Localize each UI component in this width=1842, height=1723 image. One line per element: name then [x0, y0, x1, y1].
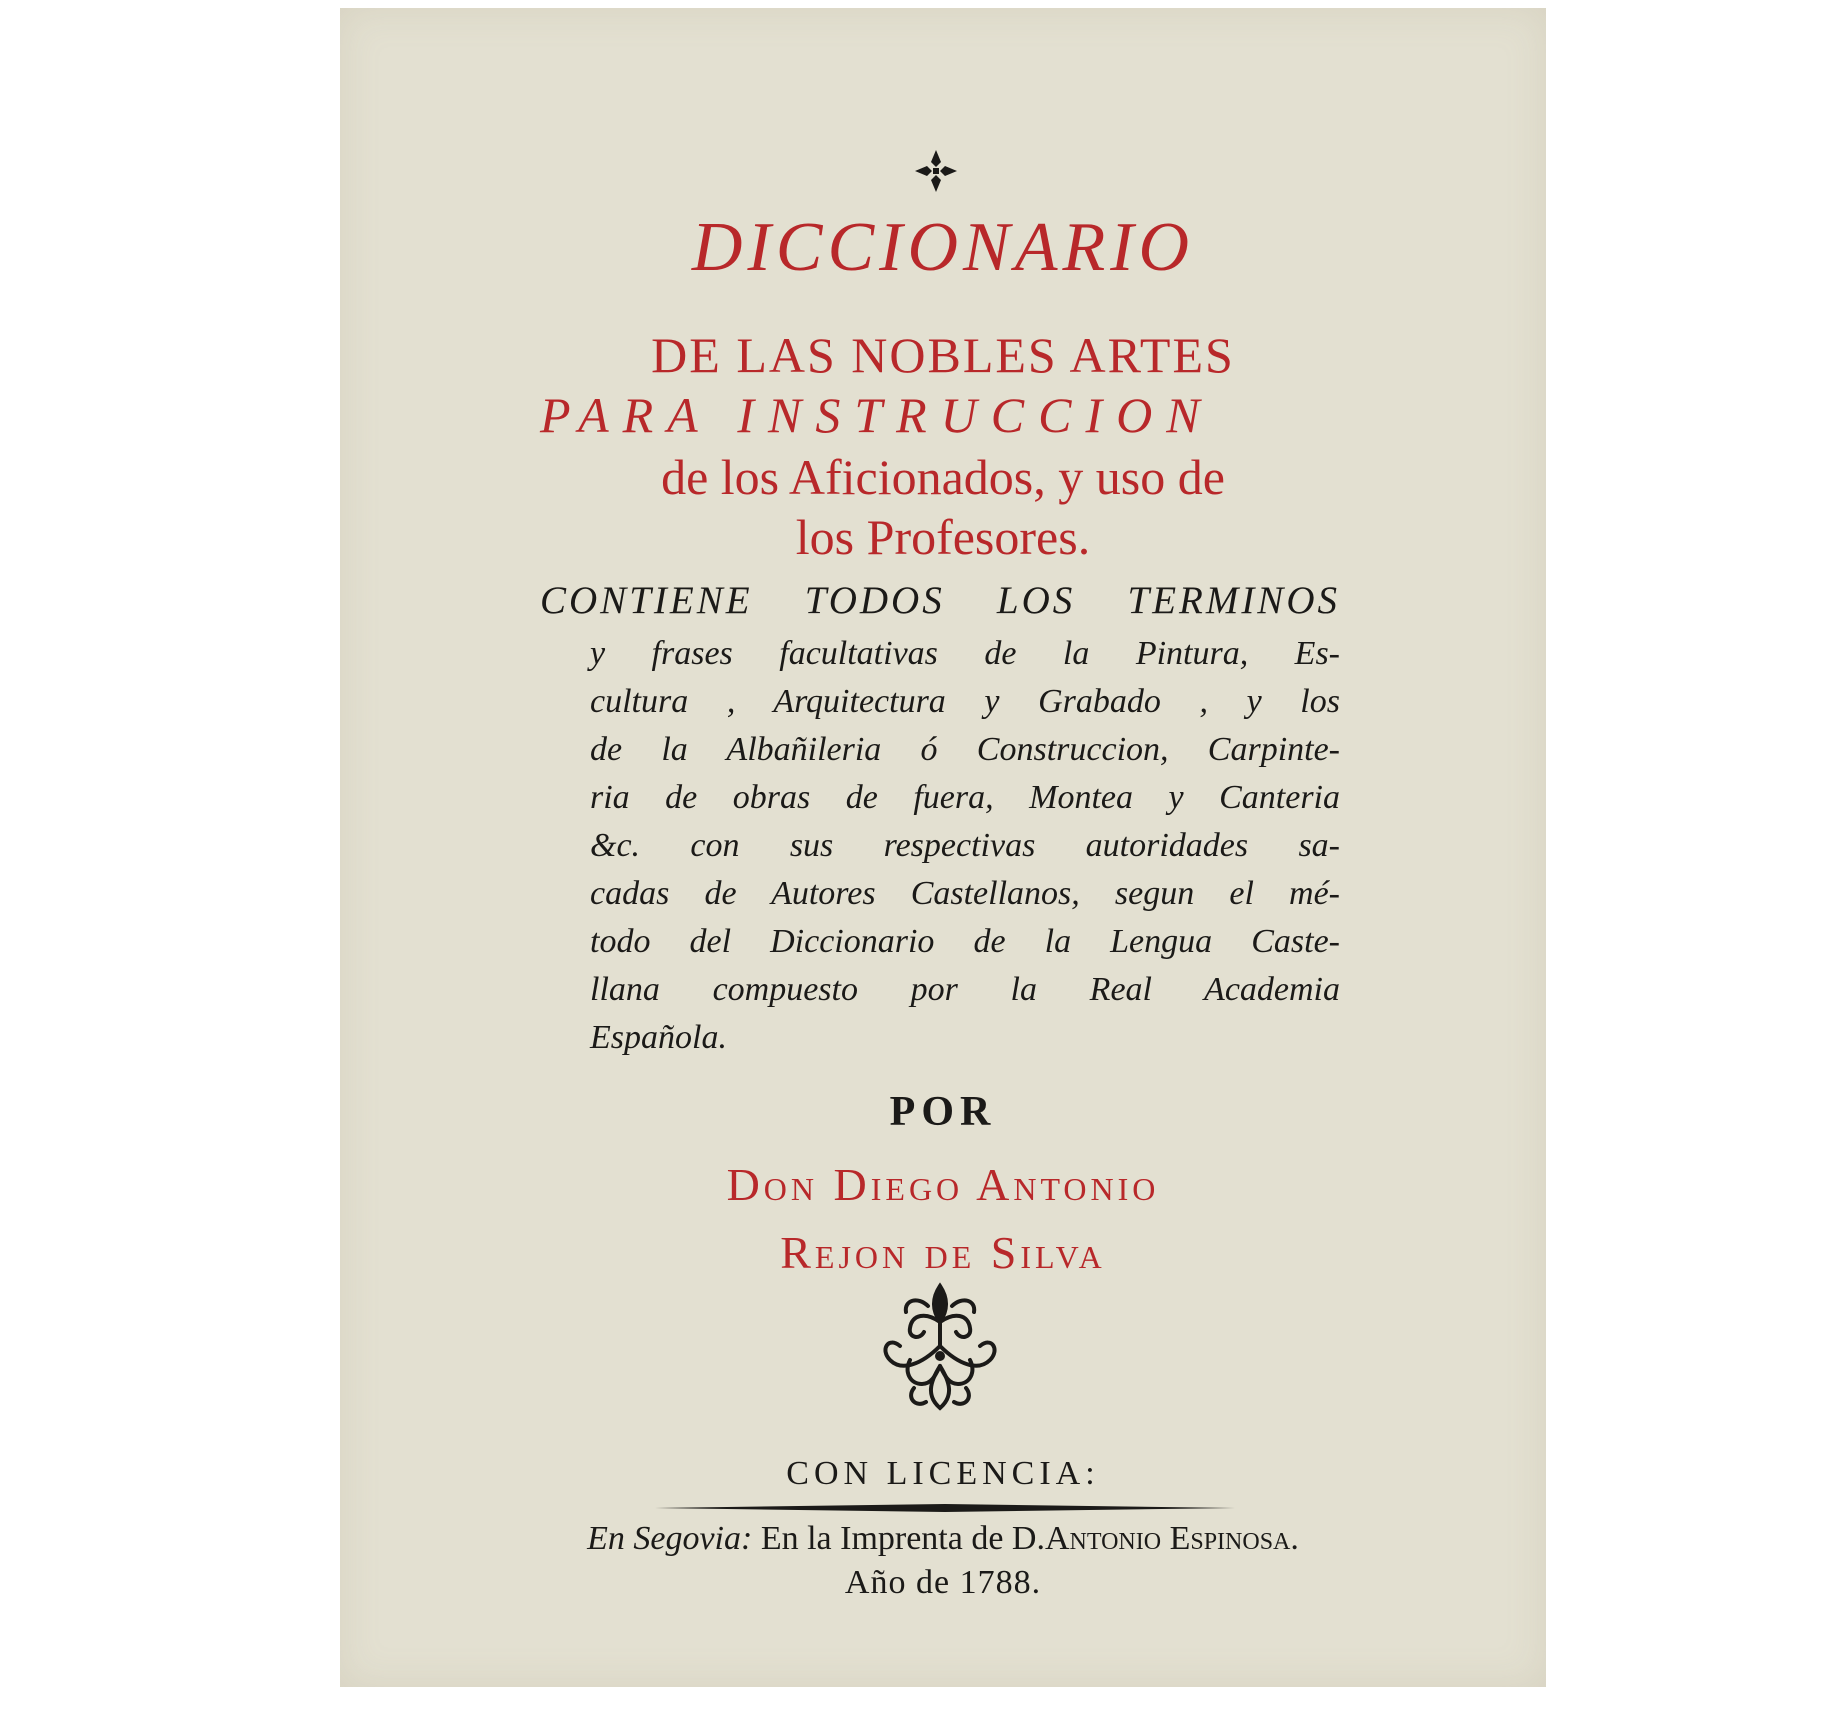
year-line: Año de 1788. — [844, 1564, 1042, 1601]
subtitle-nobles-artes: DE LAS NOBLES ARTES — [651, 327, 1235, 383]
description-line: Española. — [590, 1019, 727, 1056]
description-block — [590, 630, 1340, 1062]
imprint-printer: En la Imprenta de D. — [752, 1520, 1045, 1557]
main-title: DICCIONARIO — [691, 209, 1195, 286]
divider-rule — [655, 1503, 1235, 1513]
description-line: de la Albañileria ó Construccion, Carpinte- — [590, 731, 1340, 768]
imprint-place: En Segovia: — [587, 1520, 753, 1557]
cross-ornament-icon — [913, 148, 959, 194]
por-label: POR — [889, 1089, 997, 1135]
description-line: &c. con sus respectivas autoridades sa- — [590, 827, 1340, 864]
description-line: ria de obras de fuera, Montea y Canteria — [590, 779, 1340, 816]
imprint-line — [340, 1520, 1546, 1558]
description-line: todo del Diccionario de la Lengua Caste- — [590, 923, 1340, 960]
description-line: llana compuesto por la Real Academia — [590, 971, 1340, 1008]
subtitle-para-instruccion: PARA INSTRUCCION — [540, 387, 1214, 443]
author-line-1: Don Diego Antonio — [726, 1159, 1160, 1210]
imprint-printer-name: Antonio Espinosa. — [1044, 1520, 1299, 1557]
author-line-2: Rejon de Silva — [780, 1227, 1106, 1278]
subtitle-profesores: los Profesores. — [795, 509, 1091, 565]
title-page — [340, 8, 1546, 1687]
contiene-heading: CONTIENE TODOS LOS TERMINOS — [540, 579, 1340, 622]
description-line: y frases facultativas de la Pintura, Es- — [590, 635, 1340, 672]
fleuron-ornament-icon — [870, 1276, 1010, 1416]
subtitle-aficionados: de los Aficionados, y uso de — [661, 449, 1225, 505]
licencia-label: CON LICENCIA: — [786, 1455, 1100, 1492]
description-line: cultura , Arquitectura y Grabado , y los — [590, 683, 1340, 720]
description-line: cadas de Autores Castellanos, segun el mé- — [590, 875, 1340, 912]
